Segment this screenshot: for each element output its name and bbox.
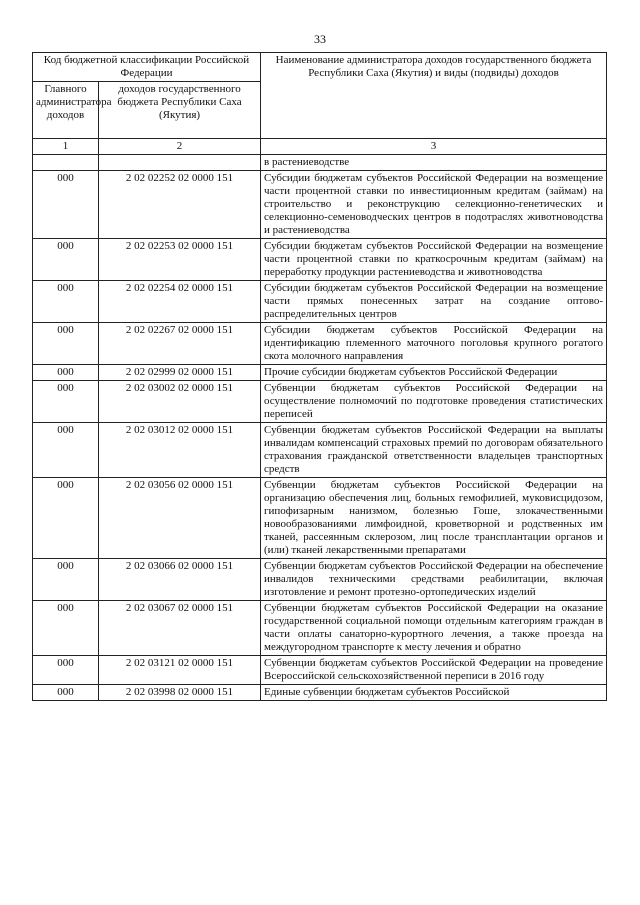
budget-code-cell: 2 02 02267 02 0000 151 <box>99 323 261 365</box>
column-number-2: 2 <box>99 139 261 155</box>
admin-code-cell: 000 <box>33 656 99 685</box>
budget-code-cell: 2 02 03056 02 0000 151 <box>99 478 261 559</box>
page-number: 33 <box>314 32 326 46</box>
budget-code-cell: 2 02 03998 02 0000 151 <box>99 685 261 701</box>
admin-code-cell: 000 <box>33 323 99 365</box>
admin-code-cell: 000 <box>33 365 99 381</box>
table-row <box>33 365 607 381</box>
column-number-row <box>33 139 607 155</box>
admin-code-cell: 000 <box>33 239 99 281</box>
continuation-row <box>33 155 607 171</box>
table-row <box>33 239 607 281</box>
admin-code-cell: 000 <box>33 281 99 323</box>
revenue-name-cell: Субсидии бюджетам субъектов Российской Федерации на возмещение части прямых понесенных затрат на создание оптово-распределительных центров <box>261 281 607 323</box>
revenue-name-cell: Субвенции бюджетам субъектов Российской Федерации на осуществление полномочий по подготовке проведения статистических переписей <box>261 381 607 423</box>
revenue-name-cell: Субсидии бюджетам субъектов Российской Федерации на возмещение части процентной ставки по инвестиционным кредитам (займам) на строительство и реконструкцию селекционно-генетических и селекционно-семеноводческих центров в подотраслях животноводства и растениеводства <box>261 171 607 239</box>
budget-code-cell: 2 02 02253 02 0000 151 <box>99 239 261 281</box>
table-row <box>33 171 607 239</box>
table-row <box>33 281 607 323</box>
table-row <box>33 323 607 365</box>
table-row <box>33 478 607 559</box>
continuation-text: в растениеводстве <box>261 155 607 171</box>
admin-code-cell: 000 <box>33 381 99 423</box>
revenue-name-cell: Субсидии бюджетам субъектов Российской Федерации на идентификацию племенного маточного поголовья крупного рогатого скота молочного направления <box>261 323 607 365</box>
revenue-name-cell: Субвенции бюджетам субъектов Российской Федерации на оказание государственной социальной помощи отдельным категориям граждан в части оплаты санаторно-курортного лечения, а также проезда на междугородном транспорте к месту лечения и обратно <box>261 601 607 656</box>
admin-code-cell: 000 <box>33 685 99 701</box>
revenue-name-cell: Субвенции бюджетам субъектов Российской Федерации на выплаты инвалидам компенсаций страховых премий по договорам обязательного страхования гражданской ответственности владельцев транспортных средств <box>261 423 607 478</box>
header-col3-title: Наименование администратора доходов государственного бюджета Республики Саха (Якутия) и виды (подвиды) доходов <box>261 53 607 139</box>
budget-code-cell: 2 02 03121 02 0000 151 <box>99 656 261 685</box>
table-row <box>33 656 607 685</box>
admin-code-cell: 000 <box>33 423 99 478</box>
table-row <box>33 381 607 423</box>
budget-code-cell: 2 02 02999 02 0000 151 <box>99 365 261 381</box>
table-row <box>33 685 607 701</box>
budget-code-cell: 2 02 02252 02 0000 151 <box>99 171 261 239</box>
budget-code-cell: 2 02 03067 02 0000 151 <box>99 601 261 656</box>
table-body <box>33 53 607 701</box>
revenue-name-cell: Единые субвенции бюджетам субъектов Российской <box>261 685 607 701</box>
column-number-1: 1 <box>33 139 99 155</box>
header-col1-title: Главного администратора доходов <box>33 82 99 139</box>
continuation-empty-1 <box>33 155 99 171</box>
budget-classification-table <box>32 52 607 701</box>
budget-code-cell: 2 02 03066 02 0000 151 <box>99 559 261 601</box>
budget-code-cell: 2 02 03002 02 0000 151 <box>99 381 261 423</box>
admin-code-cell: 000 <box>33 559 99 601</box>
admin-code-cell: 000 <box>33 478 99 559</box>
revenue-name-cell: Субвенции бюджетам субъектов Российской Федерации на обеспечение инвалидов техническими средствами реабилитации, включая изготовление и ремонт протезно-ортопедических изделий <box>261 559 607 601</box>
revenue-name-cell: Прочие субсидии бюджетам субъектов Российской Федерации <box>261 365 607 381</box>
continuation-empty-2 <box>99 155 261 171</box>
revenue-name-cell: Субсидии бюджетам субъектов Российской Федерации на возмещение части процентной ставки по краткосрочным кредитам (займам) на переработку продукции растениеводства и животноводства <box>261 239 607 281</box>
admin-code-cell: 000 <box>33 171 99 239</box>
header-row-top <box>33 53 607 82</box>
table-row <box>33 601 607 656</box>
revenue-name-cell: Субвенции бюджетам субъектов Российской Федерации на организацию обеспечения лиц, больных гемофилией, муковисцидозом, гипофизарным нанизмом, болезнью Гоше, злокачественными новообразованиями лимфоидной, кроветворной и родственных им тканей, рассеянным склерозом, лиц после трансплантации органов и (или) тканей лекарственными препаратами <box>261 478 607 559</box>
header-col2-title: доходов государственного бюджета Республики Саха (Якутия) <box>99 82 261 139</box>
table-row <box>33 423 607 478</box>
table-row <box>33 559 607 601</box>
admin-code-cell: 000 <box>33 601 99 656</box>
revenue-name-cell: Субвенции бюджетам субъектов Российской Федерации на проведение Всероссийской сельскохозяйственной переписи в 2016 году <box>261 656 607 685</box>
column-number-3: 3 <box>261 139 607 155</box>
budget-code-cell: 2 02 02254 02 0000 151 <box>99 281 261 323</box>
header-group-title: Код бюджетной классификации Российской Федерации <box>33 53 261 82</box>
budget-code-cell: 2 02 03012 02 0000 151 <box>99 423 261 478</box>
